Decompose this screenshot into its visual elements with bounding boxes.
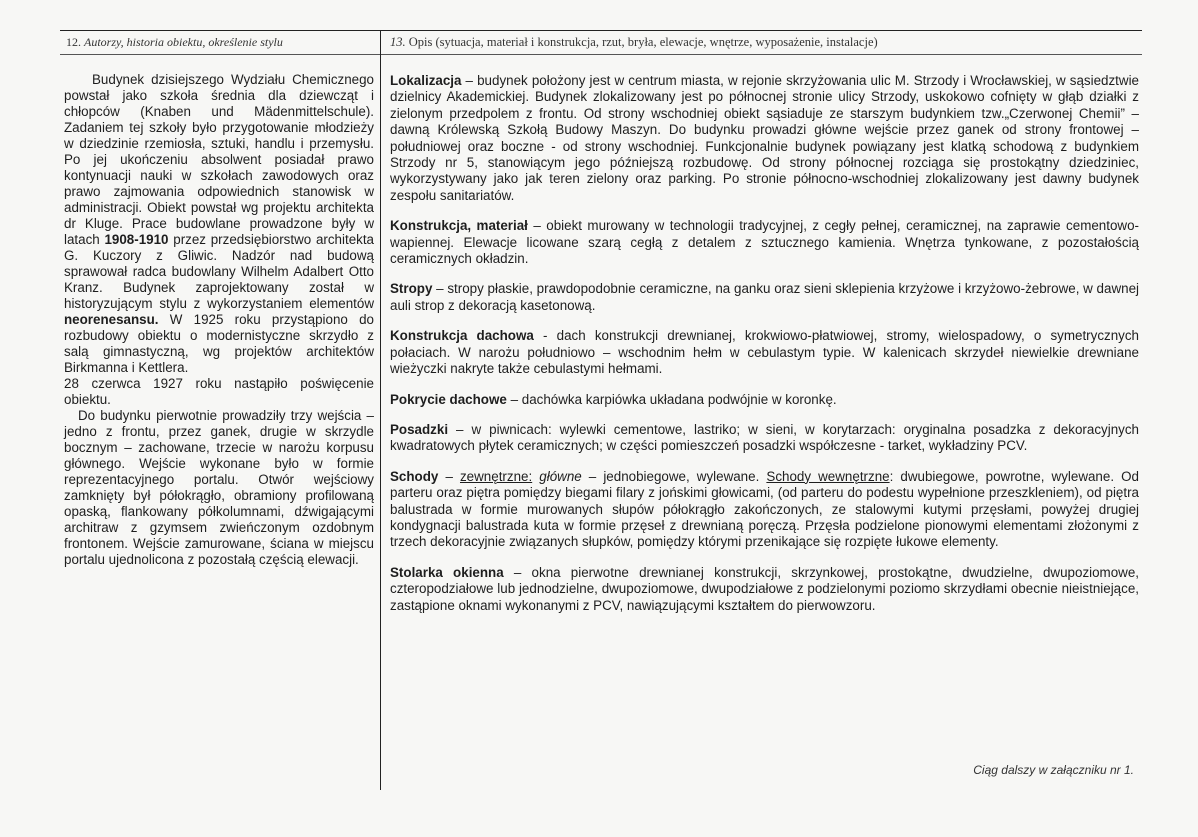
consecration-paragraph: 28 czerwca 1927 roku nastąpiło poświęcenie obiektu. <box>64 376 374 407</box>
continuation-note: Ciąg dalszy w załączniku nr 1. <box>973 763 1134 777</box>
entrances-paragraph: Do budynku pierwotnie prowadziły trzy wejścia – jedno z frontu, przez ganek, drugie w skrzydle bocznym – zachowane, trzecie w narożu korpusu głównego. Wejście wykonane było w formie reprezentacyjnego portalu. Otwór wejściowy zamknięty był półokrągło, obramiony profilowaną opaską, flankowany półkolumnami, dźwigającymi architraw z gzymsem zwieńczonym ozdobnym frontonem. Wejście zamurowane, ściana w miejscu portalu ujednolicona z pozostałą częścią elewacji. <box>64 408 374 567</box>
section-dach: Konstrukcja dachowa - dach konstrukcji drewnianej, krokwiowo-płatwiowej, stromy, wielospadowy, o symetrycznych połaciach. W narożu południowo – wschodnim hełm w cebulastym typie. W kalenicach skrzydeł niewielkie drewniane wieżyczki nakryte także cebulastymi hełmami. <box>390 328 1140 377</box>
section-posadzki: Posadzki – w piwnicach: wylewki cementowe, lastriko; w sieni, w korytarzach: oryginalna posadzka z dekoracyjnych kwadratowych płytek ceramicznych; w części pomieszczeń posadzki współczesne - tarket, wykładziny PCV. <box>390 421 1139 454</box>
section-schody: Schody – zewnętrzne: główne – jednobiegowe, wylewane. Schody wewnętrzne: dwubiegowe, powrotne, wylewane. Od parteru oraz piętra pomiędzy biegami filary z jońskimi głowicami, (od parteru do podestu wypełnione przeszkleniem), od piętra balustrada w formie murowanych słupów półokrągło zakończonych, ze stalowymi kutymi przęsłami, powyżej drugiej kondygnacji balustrada kuta w formie przęseł z drewnianą poręczą. Przęsła podzielone pionowymi elementami złożonymi z trzech dekoracyjnie związanych słupków, pomiędzy którymi przenikające się rozpięte łukowe elementy. <box>390 468 1139 550</box>
section-lokalizacja: Lokalizacja – budynek położony jest w centrum miasta, w rejonie skrzyżowania ulic M. Strzody i Wrocławskiej, w sąsiedztwie dzielnicy Akademickiej. Budynek zlokalizowany jest po północnej stronie ulicy Strzody, uskokowo cofnięty w głąb działki z zielonym przedpolem z frontu. Od strony wschodniej obiekt sąsiaduje ze starszym budynkiem tzw.„Czerwonej Chemii” – dawną Królewską Szkołą Budowy Maszyn. Do budynku prowadzi główne wejście przez ganek od strony frontowej – południowej oraz boczne - od strony wschodniej. Funkcjonalnie budynek powiązany jest klatką schodową z budynkiem Strzody nr 5, stanowiącym jego późniejszą rozbudowę. Od strony północnej rozciąga się prostokątny dziedziniec, wykorzystywany jako jak teren zielony oraz parking. Po stronie północno-wschodniej zlokalizowany jest dawny budynek zespołu sanitariatów. <box>390 73 1139 203</box>
history-paragraph: Budynek dzisiejszego Wydziału Chemicznego powstał jako szkoła średnia dla dziewcząt i chłopców (Knaben und Mädenmittelschule). Zadaniem tej szkoły było przygotowanie młodzieży w dziedzinie rzemiosła, sztuki, handlu i przemysłu. Po jej ukończeniu absolwent posiadał prawo kontynuacji nauki w szkołach zawodowych oraz prawo zajmowania odpowiednich stanowisk w administracji. Obiekt powstał wg projektu architekta dr Kluge. Prace budowlane prowadzone były w latach 1908-1910 przez przedsiębiorstwo architekta G. Kuczory z Gliwic. Nadzór nad budową sprawował radca budowlany Wilhelm Adalbert Otto Kranz. Budynek zaprojektowany został w historyzującym stylu z wykorzystaniem elementów neorenesansu. W 1925 roku przystąpiono do rozbudowy obiektu o modernistyczne skrzydło z salą gimnastyczną, wg projektów architektów Birkmanna i Kettlera. <box>64 72 374 375</box>
header-rule <box>60 54 1142 55</box>
section-number: 13. <box>390 35 406 49</box>
top-rule <box>60 30 1142 31</box>
form-sheet <box>60 30 1142 810</box>
section-konstrukcja: Konstrukcja, materiał – obiekt murowany w technologii tradycyjnej, z cegły pełnej, ceramicznej, na zaprawie cementowo-wapiennej. Elewacje licowane szarą cegłą z detalem z sztucznego kamienia. Wnętrza tynkowane, z pozostałością ceramicznych okładzin. <box>390 218 1139 267</box>
column-divider <box>380 30 381 790</box>
section-title: Autorzy, historia obiektu, określenie stylu <box>84 35 283 49</box>
section-title: Opis (sytuacja, materiał i konstrukcja, rzut, bryła, elewacje, wnętrze, wyposażenie, instalacje) <box>408 35 878 49</box>
architectural-style: neorenesansu. <box>64 312 159 327</box>
section-13-header <box>390 35 878 50</box>
section-stropy: Stropy – stropy płaskie, prawdopodobnie ceramiczne, na ganku oraz sieni sklepienia krzyżowe i krzyżowo-żebrowe, w dawnej auli strop z dekoracją kasetonową. <box>390 281 1139 313</box>
description-column <box>390 73 1139 628</box>
section-12-header <box>66 35 283 50</box>
section-pokrycie: Pokrycie dachowe – dachówka karpiówka układana podwójnie w koronkę. <box>390 391 837 407</box>
section-stolarka: Stolarka okienna – okna pierwotne drewnianej konstrukcji, skrzynkowej, prostokątne, dwudzielne, dwupoziomowe, czteropodziałowe lub jednodzielne, dwupoziomowe, dwupodziałowe z podzielonymi poziomo skrzydłami obecnie nieistniejące, zastąpione oknami wykonanymi z PCV, nawiązującymi kształtem do pierwowzoru. <box>390 564 1139 613</box>
section-number: 12. <box>66 35 81 49</box>
history-column <box>64 72 374 568</box>
construction-years: 1908-1910 <box>104 232 169 247</box>
